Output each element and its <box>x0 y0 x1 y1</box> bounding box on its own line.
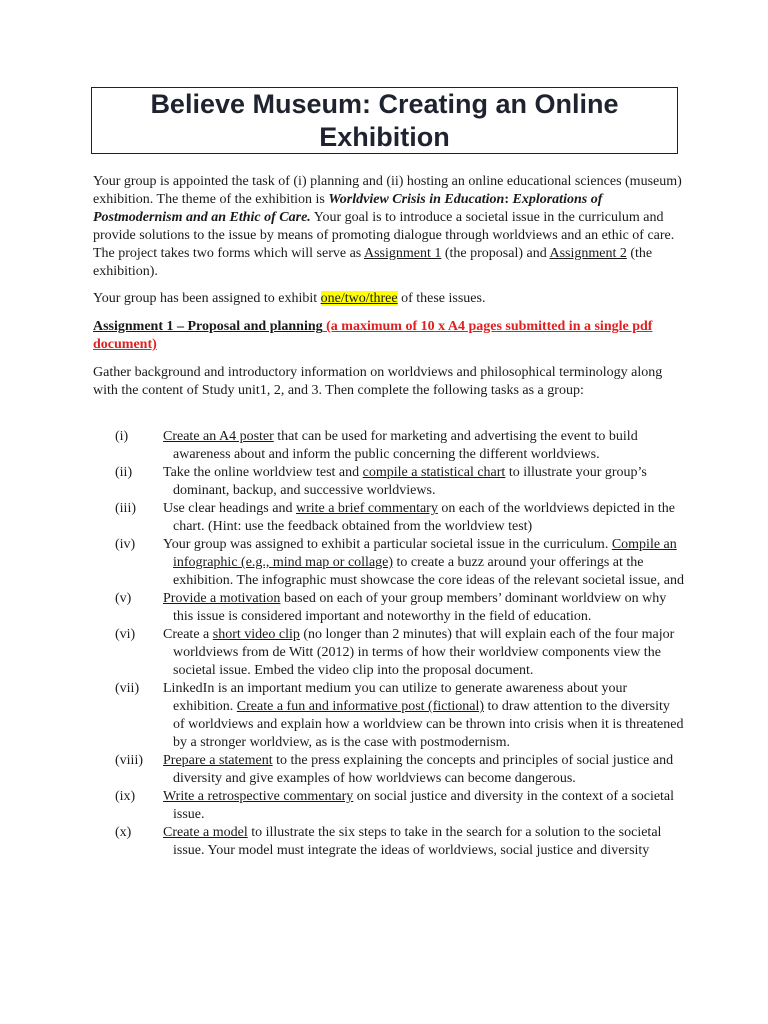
task-action: Prepare a statement <box>163 753 273 768</box>
task-number: (x) <box>115 825 132 840</box>
task-item: (vii) LinkedIn is an important medium you can utilize to generate awareness about your exhibition. Create a fun and informative post (fictional) to draw attention to the diversity of worldviews and explain how a worldview can be thrown into crisis when it is threatened by a stronger worldview, as is the case with postmodernism. <box>115 681 684 750</box>
assignment-2-ref: Assignment 2 <box>549 246 627 261</box>
intro-text-1: Your group is appointed the task of (i) planning and (ii) hosting an online educational sciences (museum) exhibition. The theme of the exhibition is <box>93 174 682 207</box>
assignment-heading-label: Assignment 1 – Proposal and planning <box>93 319 323 334</box>
task-number: (iii) <box>115 501 136 516</box>
intro-text-4: (the exhibition). <box>93 246 653 279</box>
theme-subtitle: Explorations of Postmodernism and an Ethic of Care. <box>93 192 603 225</box>
task-item: (v) Provide a motivation based on each of your group members’ dominant worldview on why this issue is considered important and noteworthy in the field of education. <box>115 591 667 624</box>
task-action: Create a model <box>163 825 248 840</box>
task-item: (x) Create a model to illustrate the six steps to take in the search for a solution to the societal issue. Your model must integrate the ideas of worldviews, social justice and diversity <box>115 825 662 858</box>
task-number: (vii) <box>115 681 140 696</box>
task-number: (v) <box>115 591 132 606</box>
task-item: (ix) Write a retrospective commentary on social justice and diversity in the context of a societal issue. <box>115 789 675 822</box>
theme-colon: : <box>504 192 513 207</box>
task-number: (ix) <box>115 789 136 804</box>
task-item: (i) Create an A4 poster that can be used for marketing and advertising the event to build awareness about and inform the public concerning the different worldviews. <box>115 429 638 462</box>
intro-text-3: (the proposal) and <box>441 246 550 261</box>
intro-paragraph <box>93 173 683 281</box>
title-box <box>91 87 678 154</box>
assigned-before: Your group has been assigned to exhibit <box>93 291 321 306</box>
gather-paragraph <box>93 364 683 400</box>
task-item: (ii) Take the online worldview test and compile a statistical chart to illustrate your group’s dominant, backup, and successive worldviews. <box>115 465 647 498</box>
task-action: short video clip <box>212 627 300 642</box>
intro-text-2: Your goal is to introduce a societal issue in the curriculum and provide solutions to the issue by means of promoting dialogue through worldviews and an ethic of care. The project takes two forms which will serve as <box>93 210 675 261</box>
task-item: (viii) Prepare a statement to the press explaining the concepts and principles of social justice and diversity and give examples of how worldviews can become dangerous. <box>115 753 674 786</box>
task-action: compile a statistical chart <box>362 465 506 480</box>
task-action: write a brief commentary <box>295 501 438 516</box>
task-action: Provide a motivation <box>163 591 281 606</box>
task-item: (iv) Your group was assigned to exhibit a particular societal issue in the curriculum. Compile an infographic (e.g., mind map or collage) to create a buzz around your offerings at the exhibition. The infographic must showcase the core ideas of the relevant societal issue, and <box>115 537 684 588</box>
task-list <box>115 428 685 860</box>
gather-text: Gather background and introductory information on worldviews and philosophical terminology along with the content of Study unit1, 2, and 3. Then complete the following tasks as a group: <box>93 365 663 398</box>
task-item: (vi) Create a short video clip (no longer than 2 minutes) that will explain each of the four major worldviews from de Witt (2012) in terms of how their worldview components view the societal issue. Embed the video clip into the proposal document. <box>115 627 675 678</box>
assignment-1-ref: Assignment 1 <box>363 246 442 261</box>
page-title: Believe Museum: Creating an Online Exhibition <box>150 88 619 152</box>
assignment-heading-note: (a maximum of 10 x A4 pages submitted in a single pdf document) <box>93 319 653 352</box>
task-number: (ii) <box>115 465 133 480</box>
task-number: (vi) <box>115 627 136 642</box>
assigned-paragraph <box>93 290 683 308</box>
task-number: (viii) <box>115 753 143 768</box>
theme-title: Worldview Crisis in Education <box>328 192 505 207</box>
assignment-heading <box>93 318 683 354</box>
task-action: Create a fun and informative post (fictional) <box>236 699 485 714</box>
task-item: (iii) Use clear headings and write a brief commentary on each of the worldviews depicted in the chart. (Hint: use the feedback obtained from the worldview test) <box>115 501 675 534</box>
assigned-highlight: one/two/three <box>320 291 398 306</box>
task-action: Compile an infographic (e.g., mind map or collage) <box>173 537 677 570</box>
assigned-after: of these issues. <box>397 291 486 306</box>
task-number: (iv) <box>115 537 136 552</box>
task-action: Write a retrospective commentary <box>163 789 354 804</box>
task-number: (i) <box>115 429 129 444</box>
task-action: Create an A4 poster <box>163 429 274 444</box>
